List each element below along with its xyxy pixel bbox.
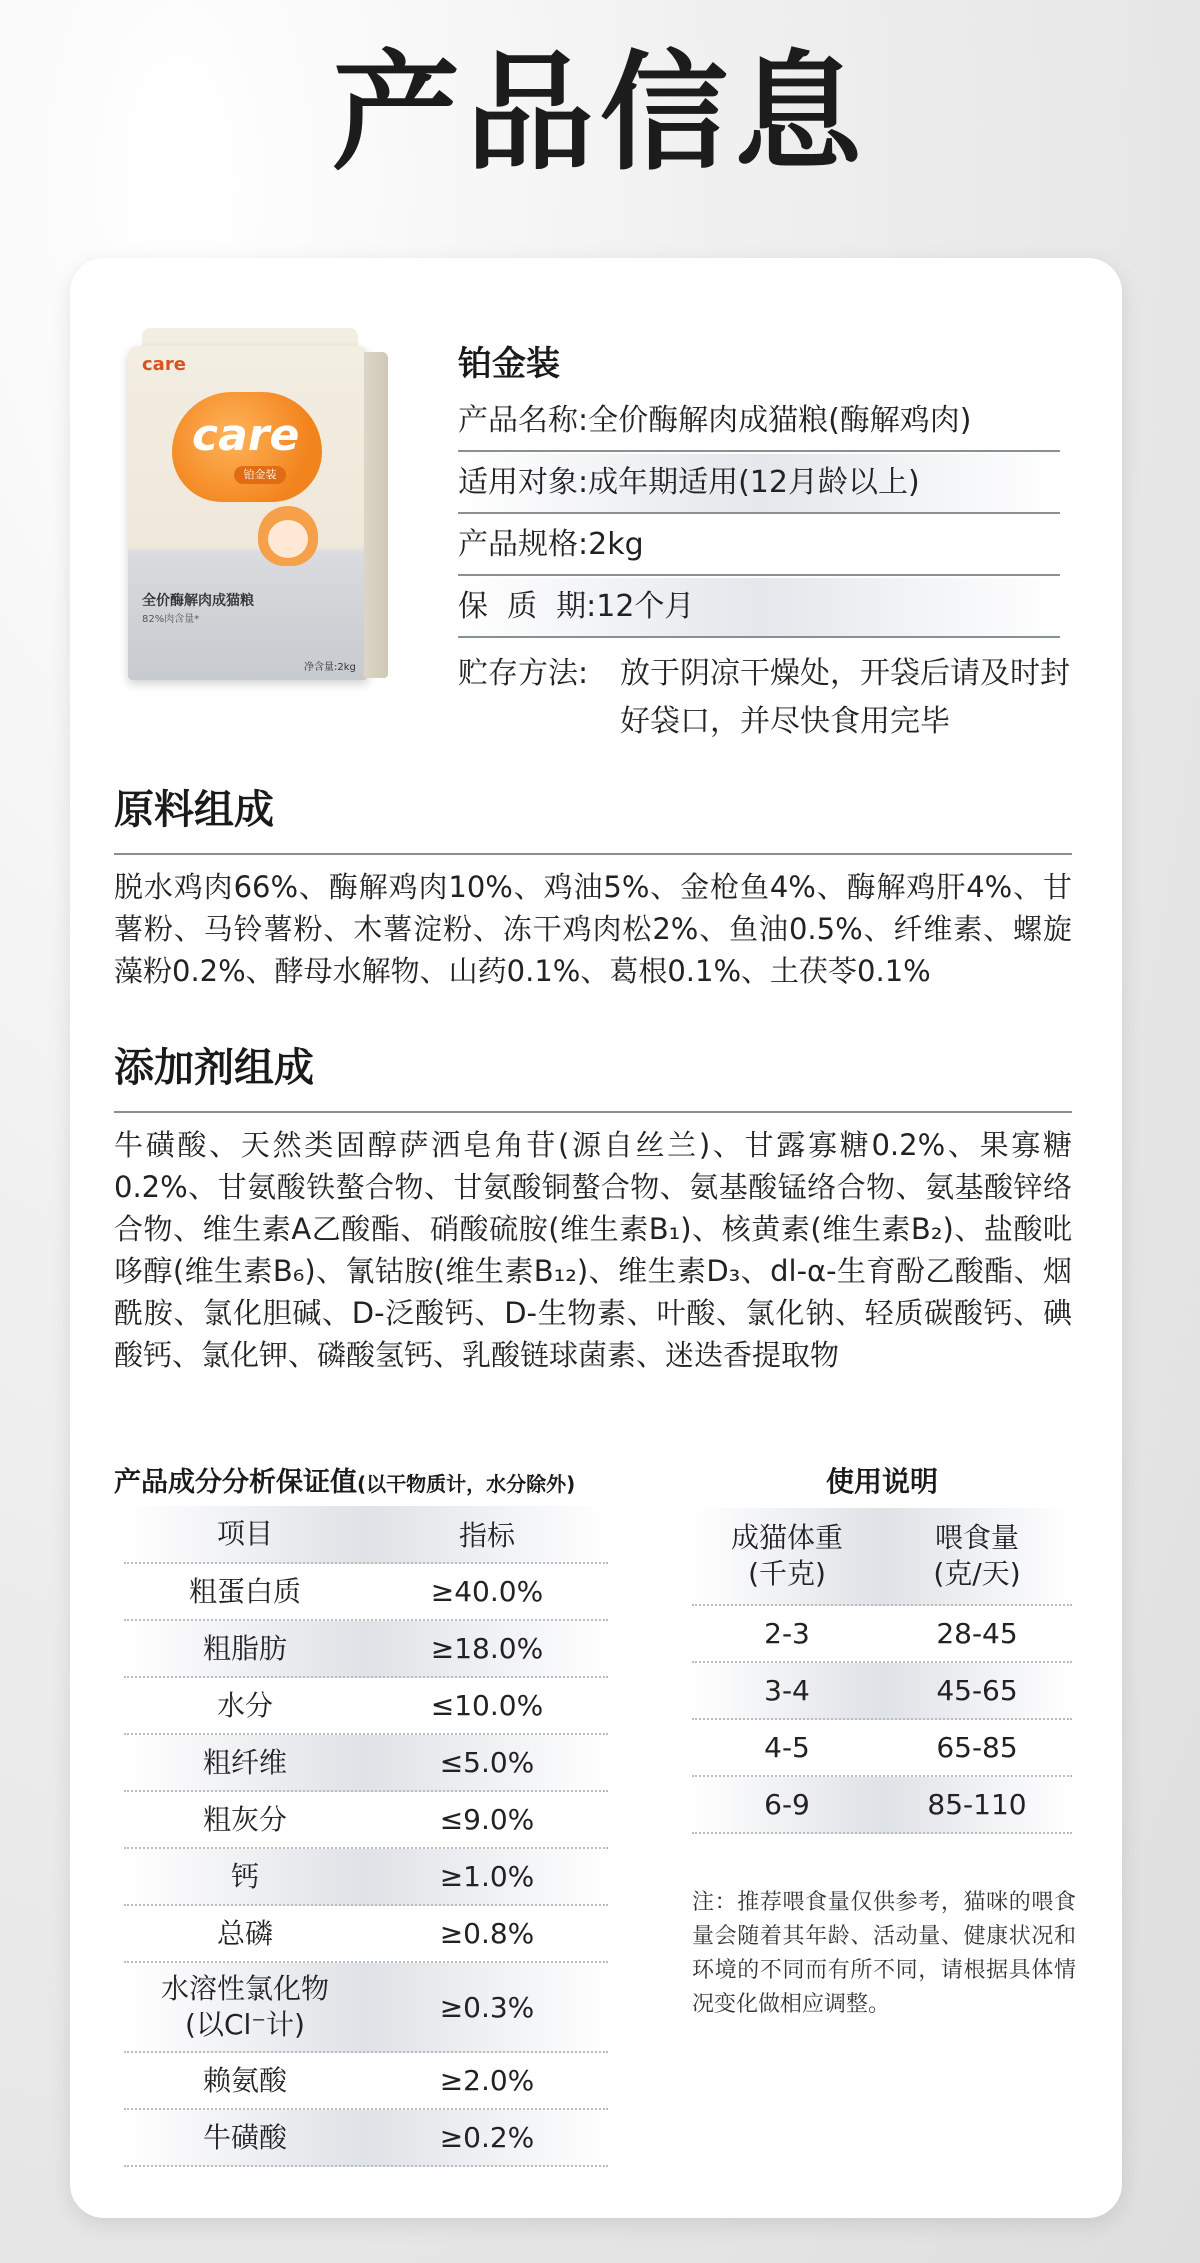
table-cell: 水分 [216,1688,273,1722]
table-cell: 赖氨酸 [202,2063,287,2097]
ingredients-title: 原料组成 [114,778,1072,855]
package-badge: 铂金装 [234,466,286,484]
table-cell: ≤9.0% [439,1803,535,1836]
table-row [124,1906,608,1963]
analysis-title [114,1460,575,1499]
table-header-cell: 喂食量 (克/天) [933,1521,1021,1590]
product-info-card [70,258,1122,2218]
table-row [124,1564,608,1621]
table-row [124,1792,608,1849]
spec-shelf-life: 保 质 期:12个月 [458,578,1060,638]
package-side [364,352,388,678]
table-cell: 28-45 [936,1617,1018,1650]
table-cell: 粗纤维 [202,1745,287,1779]
table-cell: 2-3 [764,1616,810,1650]
table-header-cell: 成猫体重 (千克) [730,1521,843,1590]
package-mini-logo: care [142,354,186,375]
table-cell: ≤10.0% [430,1689,544,1722]
spec-product-name: 产品名称:全价酶解肉成猫粮(酶解鸡肉) [458,392,1060,452]
package-product-name: 全价酶解肉成猫粮 [142,593,254,609]
table-cell: ≥0.8% [439,1917,535,1950]
table-row [692,1663,1072,1720]
table-row [124,1621,608,1678]
table-cell: ≥0.3% [439,1990,535,2024]
table-row [692,1606,1072,1663]
table-header-cell: 项目 [216,1517,273,1550]
additives-text: 牛磺酸、天然类固醇萨洒皂角苷(源自丝兰)、甘露寡糖0.2%、果寡糖0.2%、甘氨酸铁螯合物、甘氨酸铜螯合物、氨基酸锰络合物、氨基酸锌络合物、维生素A乙酸酯、硝酸硫胺(维生素B₁)、核黄素(维生素B₂)、盐酸吡哆醇(维生素B₆)、氰钴胺(维生素B₁₂)、维生素D₃、dl-α-生育酚乙酸酯、烟酰胺、氯化胆碱、D-泛酸钙、D-生物素、叶酸、氯化钠、轻质碳酸钙、碘酸钙、氯化钾、磷酸氢钙、乳酸链球菌素、迷迭香提取物 [114,1128,1072,1372]
table-cell: ≥0.2% [439,2121,535,2154]
spec-target: 适用对象:成年期适用(12月龄以上) [458,454,1060,514]
table-cell: 4-5 [764,1730,810,1764]
table-row [124,2110,608,2167]
table-row [124,1849,608,1906]
table-cell: 钙 [230,1859,259,1893]
package-cat-face [268,520,308,558]
table-cell: 45-65 [936,1674,1018,1707]
table-row [124,1963,608,2053]
usage-title: 使用说明 [825,1465,938,1498]
table-cell: ≥40.0% [430,1575,544,1608]
table-cell: ≤5.0% [439,1746,535,1779]
package-brand-logo: care [192,410,300,461]
table-cell: 85-110 [927,1788,1027,1821]
analysis-title-note: (以干物质计，水分除外) [357,1472,576,1496]
table-row [124,2053,608,2110]
ingredients-text: 脱水鸡肉66%、酶解鸡肉10%、鸡油5%、金枪鱼4%、酶解鸡肝4%、甘薯粉、马铃薯粉、木薯淀粉、冻干鸡肉松2%、鱼油0.5%、纤维素、螺旋藻粉0.2%、酵母水解物、山药0.1%、葛根0.1%、土茯苓0.1% [114,870,1072,988]
usage-note: 注：推荐喂食量仅供参考，猫咪的喂食量会随着其年龄、活动量、健康状况和环境的不同而有所不同，请根据具体情况变化做相应调整。 [692,1890,1076,2017]
table-cell: ≥18.0% [430,1632,544,1665]
product-package-image [128,328,388,680]
table-cell: 粗蛋白质 [188,1574,301,1608]
table-header-row [692,1508,1072,1606]
table-row [692,1720,1072,1777]
table-row [124,1735,608,1792]
table-cell: 粗灰分 [202,1802,287,1836]
storage-value: 放于阴凉干燥处，开袋后请及时封好袋口，并尽快食用完毕 [620,656,1070,739]
package-weight: 净含量:2kg [304,662,356,673]
table-cell: ≥1.0% [439,1860,535,1893]
table-cell: 粗脂肪 [202,1631,287,1665]
package-subtitle: 82%肉含量* [142,614,200,625]
storage-label: 贮存方法: [458,656,589,691]
usage-table [692,1508,1072,1834]
table-cell: ≥2.0% [439,2064,535,2097]
table-row [124,1678,608,1735]
additives-title: 添加剂组成 [114,1036,1072,1113]
table-cell: 水溶性氯化物 (以Cl⁻计) [160,1972,329,2041]
analysis-title-main: 产品成分分析保证值 [114,1467,357,1498]
table-cell: 牛磺酸 [202,2120,287,2154]
table-cell: 总磷 [216,1916,273,1950]
table-cell: 65-85 [936,1731,1018,1764]
spec-heading: 铂金装 [458,344,560,384]
table-header-row [124,1506,608,1564]
table-header-cell: 指标 [458,1519,515,1552]
page-title: 产品信息 [331,39,868,188]
table-cell: 6-9 [764,1787,810,1821]
table-row [692,1777,1072,1834]
table-cell: 3-4 [764,1673,810,1707]
analysis-table [124,1506,608,2167]
spec-size: 产品规格:2kg [458,516,1060,576]
